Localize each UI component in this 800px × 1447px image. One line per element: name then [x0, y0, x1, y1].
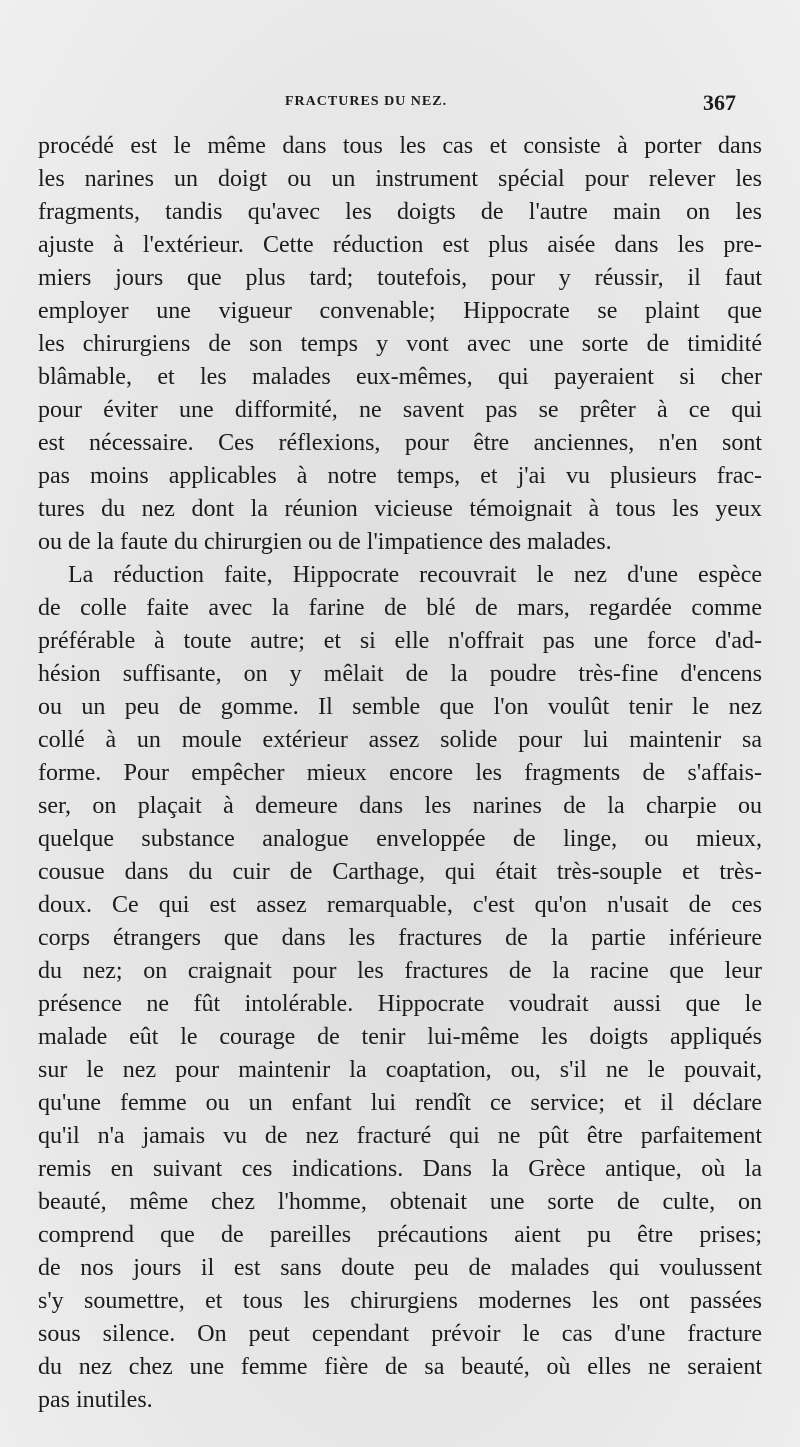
body-text	[38, 130, 762, 1417]
text-line: pas inutiles.	[38, 1387, 153, 1413]
text-line: ajuste à l'extérieur. Cette réduction est plus aisée dans les pre-	[38, 232, 762, 258]
text-line: présence ne fût intolérable. Hippocrate voudrait aussi que le	[38, 991, 762, 1017]
text-line: doux. Ce qui est assez remarquable, c'est qu'on n'usait de ces	[38, 892, 762, 918]
text-line: blâmable, et les malades eux-mêmes, qui payeraient si cher	[38, 364, 762, 390]
text-line: procédé est le même dans tous les cas et consiste à porter dans	[38, 133, 762, 159]
text-line: est nécessaire. Ces réflexions, pour être anciennes, n'en sont	[38, 430, 762, 456]
text-line: ser, on plaçait à demeure dans les narines de la charpie ou	[38, 793, 762, 819]
text-line: qu'il n'a jamais vu de nez fracturé qui ne pût être parfaitement	[38, 1123, 762, 1149]
text-line: s'y soumettre, et tous les chirurgiens modernes les ont passées	[38, 1288, 762, 1314]
text-line: du nez chez une femme fière de sa beauté, où elles ne seraient	[38, 1354, 762, 1380]
text-line: miers jours que plus tard; toutefois, pour y réussir, il faut	[38, 265, 762, 291]
text-line: fragments, tandis qu'avec les doigts de l'autre main on les	[38, 199, 762, 225]
text-line: ou un peu de gomme. Il semble que l'on voulût tenir le nez	[38, 694, 762, 720]
text-line: beauté, même chez l'homme, obtenait une sorte de culte, on	[38, 1189, 762, 1215]
text-line: du nez; on craignait pour les fractures de la racine que leur	[38, 958, 762, 984]
text-line: corps étrangers que dans les fractures de la partie inférieure	[38, 925, 762, 951]
text-line: collé à un moule extérieur assez solide pour lui maintenir sa	[38, 727, 762, 753]
text-line: les chirurgiens de son temps y vont avec une sorte de timidité	[38, 331, 762, 357]
text-line: quelque substance analogue enveloppée de linge, ou mieux,	[38, 826, 762, 852]
text-line: pas moins applicables à notre temps, et j'ai vu plusieurs frac-	[38, 463, 762, 489]
text-line: de colle faite avec la farine de blé de mars, regardée comme	[38, 595, 762, 621]
text-line: employer une vigueur convenable; Hippocrate se plaint que	[38, 298, 762, 324]
text-line: malade eût le courage de tenir lui-même les doigts appliqués	[38, 1024, 762, 1050]
text-line: forme. Pour empêcher mieux encore les fragments de s'affais-	[38, 760, 762, 786]
text-line: pour éviter une difformité, ne savent pas se prêter à ce qui	[38, 397, 762, 423]
text-line: tures du nez dont la réunion vicieuse témoignait à tous les yeux	[38, 496, 762, 522]
text-line: les narines un doigt ou un instrument spécial pour relever les	[38, 166, 762, 192]
text-line: ou de la faute du chirurgien ou de l'impatience des malades.	[38, 529, 612, 555]
text-line: de nos jours il est sans doute peu de malades qui voulussent	[38, 1255, 762, 1281]
page-header	[0, 90, 800, 120]
text-line: qu'une femme ou un enfant lui rendît ce service; et il déclare	[38, 1090, 762, 1116]
text-line: comprend que de pareilles précautions aient pu être prises;	[38, 1222, 762, 1248]
text-line: cousue dans du cuir de Carthage, qui était très-souple et très-	[38, 859, 762, 885]
text-line: remis en suivant ces indications. Dans la Grèce antique, où la	[38, 1156, 762, 1182]
text-line: préférable à toute autre; et si elle n'offrait pas une force d'ad-	[38, 628, 762, 654]
text-line: La réduction faite, Hippocrate recouvrait le nez d'une espèce	[68, 562, 762, 588]
text-line: sur le nez pour maintenir la coaptation, ou, s'il ne le pouvait,	[38, 1057, 762, 1083]
page-number: 367	[703, 90, 736, 115]
running-head: FRACTURES DU NEZ.	[285, 94, 448, 109]
text-line: sous silence. On peut cependant prévoir le cas d'une fracture	[38, 1321, 762, 1347]
text-line: hésion suffisante, on y mêlait de la poudre très-fine d'encens	[38, 661, 762, 687]
